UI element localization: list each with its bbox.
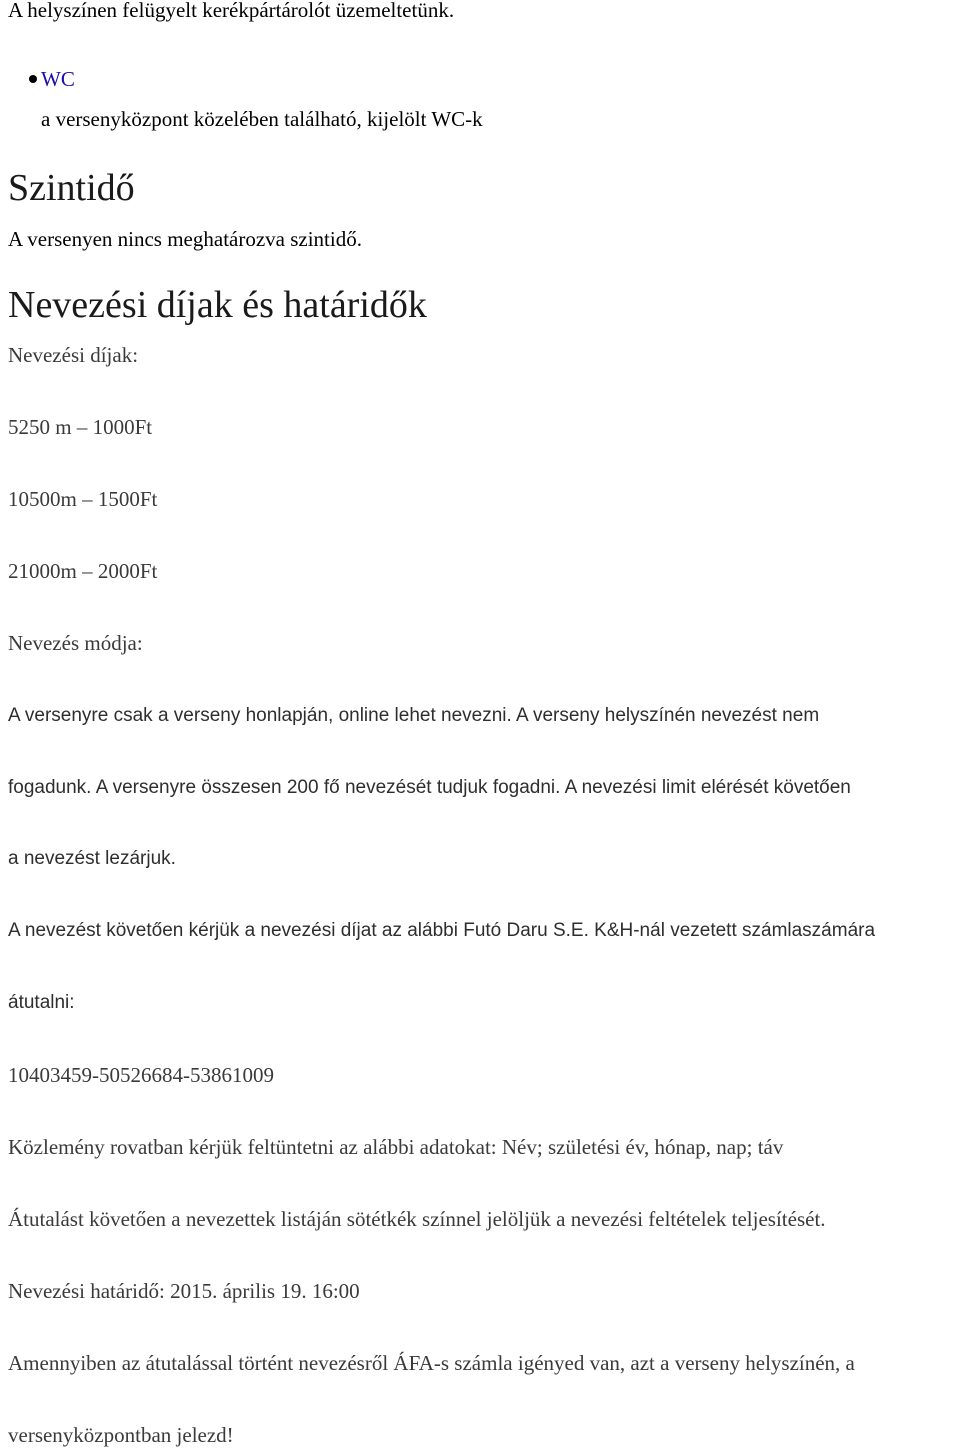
after-transfer-text: Átutalást követően a nevezettek listáján sötétkék színnel jelöljük a nevezési feltételek teljesítését.	[8, 1207, 826, 1231]
fee-item: 5250 m – 1000Ft	[8, 415, 153, 439]
wc-description: a versenyközpont közelében található, kijelölt WC-k	[41, 107, 483, 131]
wc-link[interactable]: WC	[41, 67, 75, 91]
mode-text-line: fogadunk. A versenyre összesen 200 fő nevezését tudjuk fogadni. A nevezési limit elérését követően	[8, 777, 851, 798]
intro-text: A helyszínen felügyelt kerékpártárolót üzemeltetünk.	[8, 0, 455, 22]
vat-text-line: Amennyiben az átutalással történt nevezésről ÁFA-s számla igényed van, azt a verseny helyszínén, a	[8, 1351, 855, 1375]
fee-item: 10500m – 1500Ft	[8, 487, 158, 511]
mode-text-line: A versenyre csak a verseny honlapján, online lehet nevezni. A verseny helyszínén nevezést nem	[8, 705, 820, 726]
mode-label: Nevezés módja:	[8, 631, 143, 655]
fee-item: 21000m – 2000Ft	[8, 559, 158, 583]
deadline-text: Nevezési határidő: 2015. április 19. 16:00	[8, 1279, 360, 1303]
szintido-text: A versenyen nincs meghatározva szintidő.	[8, 227, 362, 251]
fees-heading: Nevezési díjak és határidők	[8, 284, 427, 326]
vat-text-line: versenyközpontban jelezd!	[8, 1423, 234, 1447]
account-number: 10403459-50526684-53861009	[8, 1063, 274, 1087]
mode-text-line: a nevezést lezárjuk.	[8, 848, 176, 869]
szintido-heading: Szintidő	[8, 167, 135, 209]
bullet-icon	[29, 75, 37, 83]
fees-label: Nevezési díjak:	[8, 343, 139, 367]
transfer-text-line: átutalni:	[8, 992, 75, 1013]
transfer-text-line: A nevezést követően kérjük a nevezési díjat az alábbi Futó Daru S.E. K&H-nál vezetett számlaszámára	[8, 920, 876, 941]
transfer-note: Közlemény rovatban kérjük feltüntetni az alábbi adatokat: Név; születési év, hónap, nap; táv	[8, 1135, 784, 1159]
